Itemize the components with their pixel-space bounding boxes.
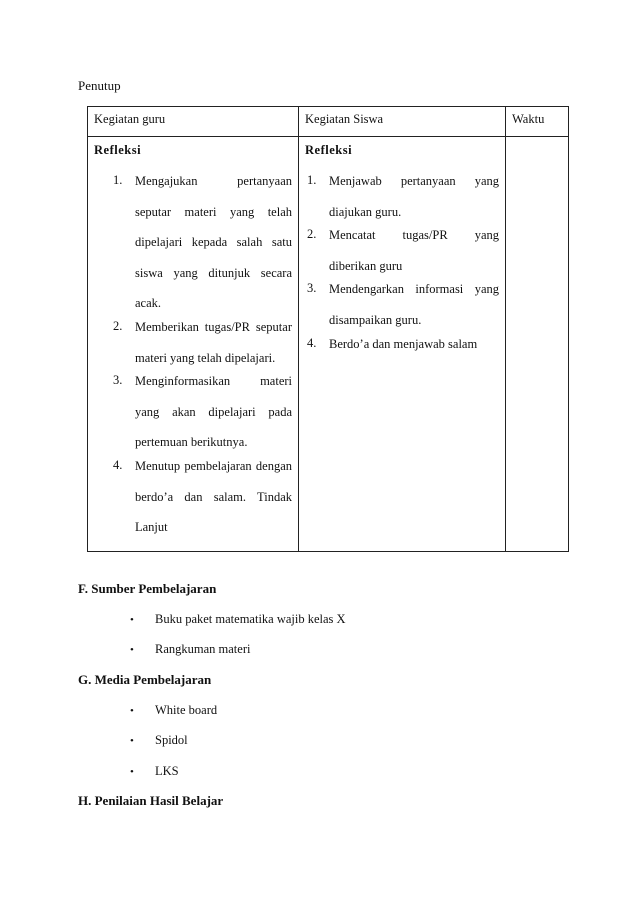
list-item: [130, 764, 217, 794]
list-number: 3.: [307, 281, 317, 296]
list-text: LKS: [155, 763, 179, 778]
media-list: [130, 703, 217, 794]
list-number: 1.: [307, 173, 317, 187]
header-kegiatan-guru: Kegiatan guru: [88, 107, 299, 137]
cell-kegiatan-guru: [88, 137, 299, 552]
list-item: [305, 173, 499, 227]
list-text: Memberikan tugas/PR seputar materi yang telah dipelajari.: [135, 319, 292, 365]
list-item: [130, 642, 346, 672]
list-text: White board: [155, 703, 218, 717]
table-header-row: [88, 107, 569, 137]
header-kegiatan-siswa: Kegiatan Siswa: [299, 107, 506, 137]
bullet-icon: •: [130, 644, 134, 657]
list-text: Berdo’a dan menjawab salam: [329, 336, 478, 351]
media-pembelajaran-heading: G. Media Pembelajaran: [78, 672, 212, 687]
list-number: 3.: [113, 373, 123, 388]
list-text: Mengajukan pertanyaan seputar materi yang telah dipelajari kepada salah satu siswa yang ditunjuk secara acak.: [135, 174, 292, 311]
list-text: Rangkuman materi: [155, 642, 251, 657]
list-item: [130, 733, 217, 763]
bullet-icon: •: [130, 614, 134, 626]
list-number: 2.: [307, 227, 317, 242]
sumber-list: [130, 612, 346, 673]
kegiatan-table: [87, 106, 569, 552]
list-text: Spidol: [155, 733, 188, 748]
bullet-icon: •: [130, 705, 134, 717]
list-text: Mencatat tugas/PR yang diberikan guru: [329, 228, 499, 273]
list-number: 1.: [113, 173, 123, 187]
list-number: 2.: [113, 318, 123, 333]
list-item: [130, 703, 217, 733]
list-item: [94, 373, 292, 458]
header-waktu: Waktu: [506, 107, 569, 137]
bullet-icon: •: [130, 735, 134, 748]
guru-refleksi-heading: Refleksi: [94, 143, 142, 157]
siswa-list: [305, 173, 499, 359]
list-number: 4.: [113, 457, 123, 472]
cell-kegiatan-siswa: [299, 137, 506, 552]
list-item: [94, 173, 292, 319]
penutup-title: Penutup: [78, 78, 121, 93]
bullet-icon: •: [130, 765, 134, 778]
list-text: Menutup pembelajaran dengan berdo’a dan salam. Tindak Lanjut: [135, 458, 292, 535]
table-body-row: [88, 137, 569, 552]
guru-list: [94, 173, 292, 543]
sumber-pembelajaran-heading: F. Sumber Pembelajaran: [78, 581, 217, 596]
siswa-refleksi-heading: Refleksi: [305, 143, 353, 157]
list-item: [130, 612, 346, 642]
list-item: [305, 227, 499, 281]
list-number: 4.: [307, 335, 317, 350]
list-item: [94, 458, 292, 543]
list-item: [305, 281, 499, 335]
penilaian-hasil-belajar-heading: H. Penilaian Hasil Belajar: [78, 793, 224, 808]
list-item: [94, 319, 292, 373]
list-text: Buku paket matematika wajib kelas X: [155, 612, 346, 626]
cell-waktu: [506, 137, 569, 552]
list-item: [305, 336, 499, 360]
list-text: Menjawab pertanyaan yang diajukan guru.: [329, 174, 499, 219]
list-text: Menginformasikan materi yang akan dipelajari pada pertemuan berikutnya.: [135, 374, 292, 450]
list-text: Mendengarkan informasi yang disampaikan guru.: [329, 282, 499, 327]
